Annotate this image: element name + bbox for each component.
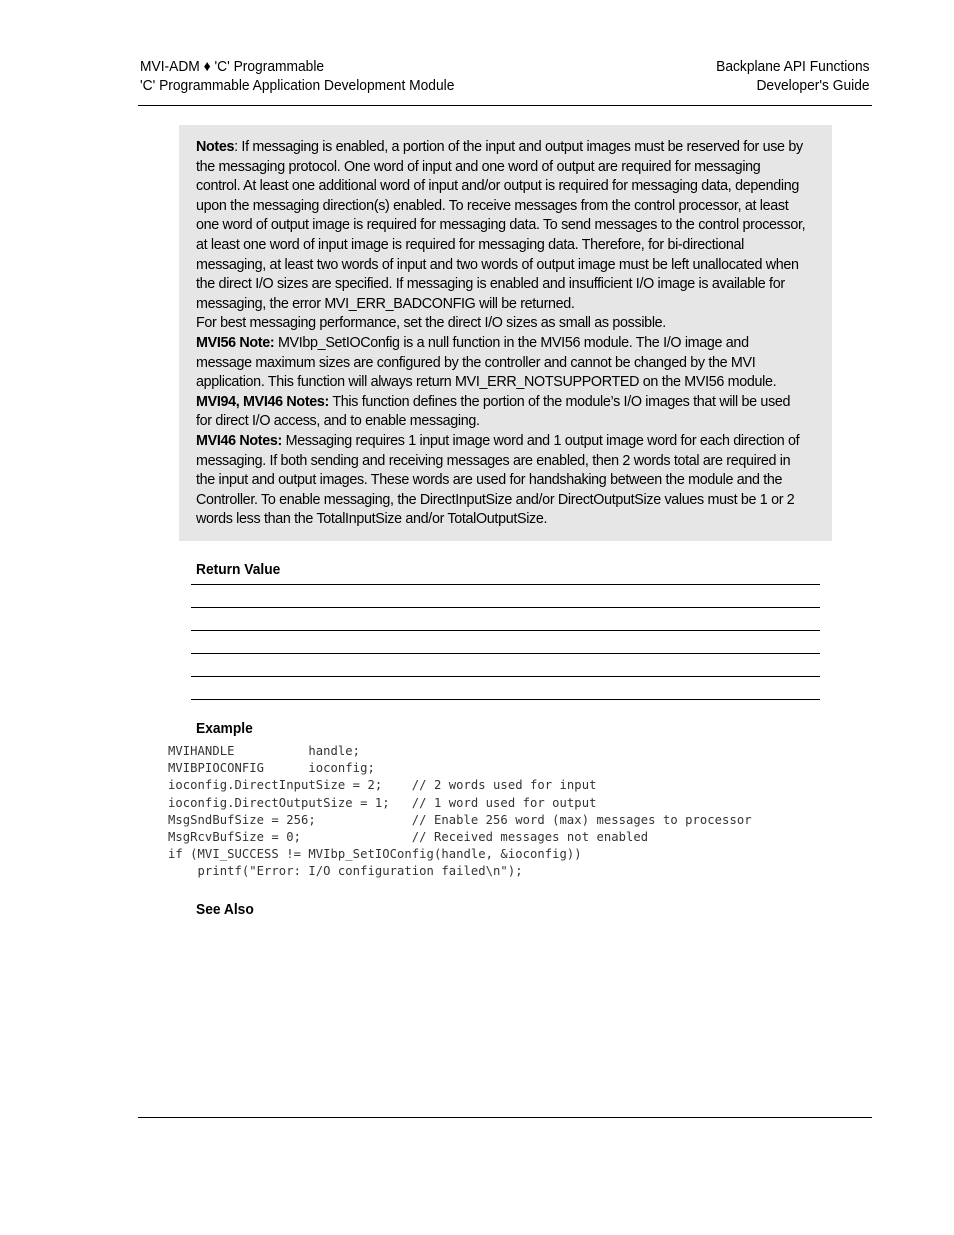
header-left: [140, 57, 454, 95]
example-heading: Example: [196, 720, 253, 737]
notes-body: : If messaging is enabled, a portion of the input and output images must be reserved for use by the messaging protocol. One word of input and one word of output are required for messaging control. At least one additional word of input and/or output is required for messaging data, depending upon the messaging direction(s) enabled. To receive messages from the control processor, at least one word of output image is required for messaging data. To send messages to the control processor, at least one word of input image is required for messaging data. Therefore, for bi-directional messaging, at least two words of input and two words of output image must be left unallocated when the direct I/O sizes are specified. If messaging is enabled and insufficient I/O image is available for messaging, the error MVI_ERR_BADCONFIG will be returned.: [196, 138, 806, 312]
mvi94-mvi46-notes-body: This function defines the portion of the module’s I/O images that will be used for direct I/O access, and to enable messaging.: [196, 392, 791, 430]
mvi56-note-paragraph: [196, 333, 807, 392]
mvi94-mvi46-notes-paragraph: [196, 392, 807, 431]
see-also-heading: See Also: [196, 901, 254, 918]
notes-paragraph: [196, 137, 807, 313]
notes-text: [196, 137, 807, 529]
notes-label: Notes: [196, 138, 235, 155]
return-value-heading: Return Value: [196, 561, 281, 578]
mvi46-notes-body: Messaging requires 1 input image word and 1 output image word for each direction of messaging. If both sending and receiving messages are enabled, then 2 words total are required in the input and output images. These words are used for handshaking between the module and the Controller. To enable messaging, the DirectInputSize and/or DirectOutputSize values must be 1 or 2 words less than the TotalInputSize and/or TotalOutputSize.: [196, 431, 800, 528]
mvi46-notes-label: MVI46 Notes:: [196, 431, 282, 449]
header-divider: [138, 105, 872, 106]
mvi56-note-body: MVIbp_SetIOConfig is a null function in the MVI56 module. The I/O image and message maximum sizes are configured by the controller and cannot be changed by the MVI application. This function will always return MVI_ERR_NOTSUPPORTED on the MVI56 module.: [196, 333, 777, 391]
table-row: [191, 676, 820, 700]
return-value-table: [191, 584, 820, 700]
table-row: [191, 607, 820, 630]
header-guide-line: Developer's Guide: [756, 77, 870, 94]
table-row: [191, 584, 820, 607]
header-chapter-line: Backplane API Functions: [716, 58, 870, 75]
header-right: [716, 57, 869, 95]
mvi46-notes-paragraph: [196, 431, 807, 529]
footer-divider: [138, 1117, 872, 1118]
table-row: [191, 653, 820, 676]
mvi94-mvi46-notes-label: MVI94, MVI46 Notes:: [196, 392, 329, 410]
example-code: MVIHANDLE handle; MVIBPIOCONFIG ioconfig; ioconfig.DirectInputSize = 2; // 2 words used for input ioconfig.DirectOutputSize = 1; // 1 word used for output MsgSndBufSize = 256; // Enable 256 word (max) messages to processor MsgRcvBufSize = 0; // Received messages not enabled if (MVI_SUCCESS != MVIbp_SetIOConfig(handle, &ioconfig)) printf("Error: I/O configuration failed\n");: [168, 744, 752, 879]
mvi56-note-label: MVI56 Note:: [196, 333, 275, 351]
notes-box: [179, 125, 832, 541]
header-product-line: MVI-ADM ♦ 'C' Programmable: [140, 58, 325, 75]
notes-performance-paragraph: For best messaging performance, set the direct I/O sizes as small as possible.: [196, 314, 666, 332]
table-row: [191, 630, 820, 653]
header-module-line: 'C' Programmable Application Development Module: [140, 77, 455, 94]
